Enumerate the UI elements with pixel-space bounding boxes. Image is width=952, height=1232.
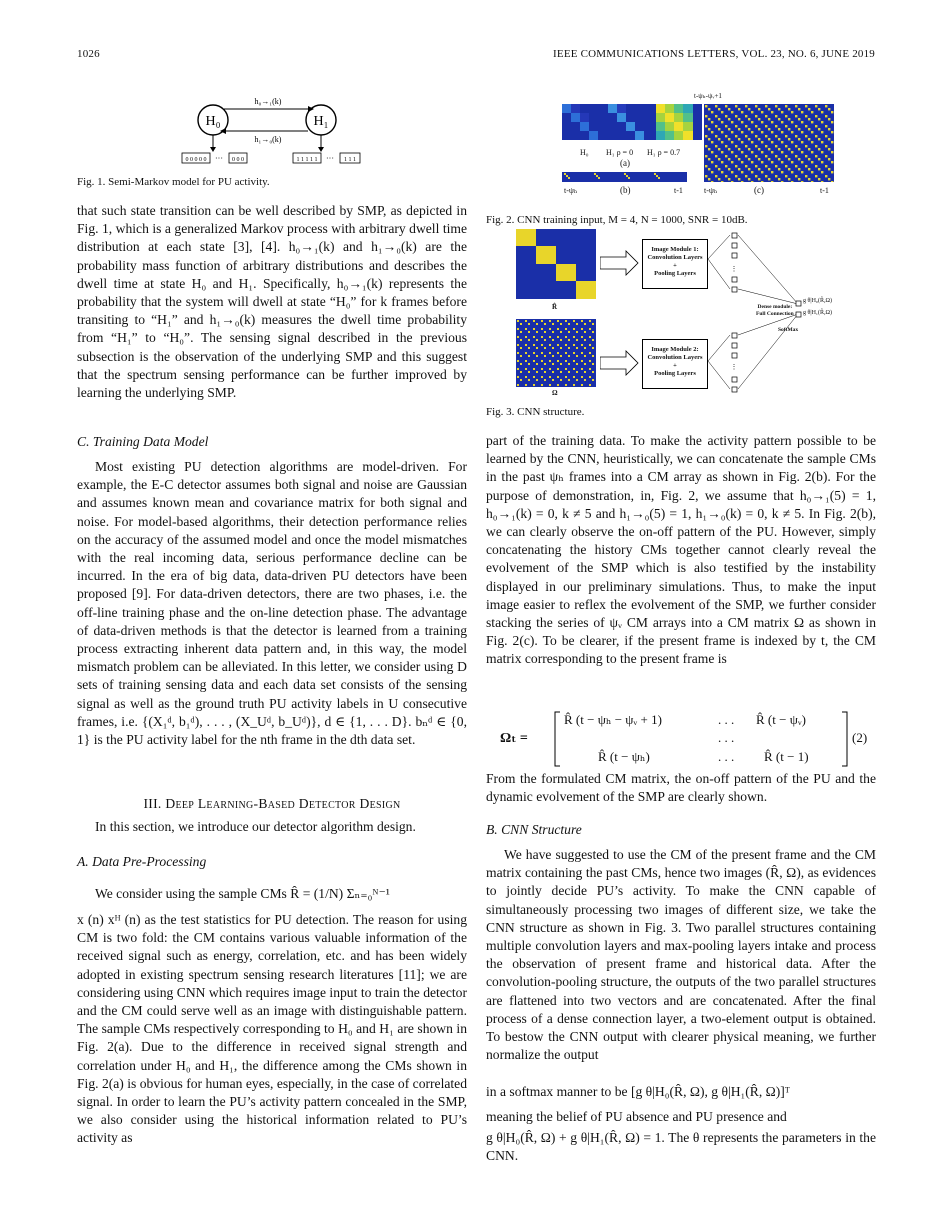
fig2-label-h1-rho0: H₁ ρ = 0: [606, 148, 634, 157]
fig3-dense-module: Dense module: Full Connection: [756, 304, 794, 317]
fig2b-label-t1: t-1: [674, 186, 683, 195]
eq-r2c2: . . .: [718, 730, 735, 745]
fig2b-cm-array: [562, 172, 687, 182]
fig2c-label-top: t-ψₕ-ψᵥ+1: [694, 92, 722, 100]
section-c-heading: C. Training Data Model: [77, 434, 209, 449]
section-a-heading: A. Data Pre-Processing: [77, 854, 207, 869]
paragraph-preprocessing: x (n) xᴴ (n) as the test statistics for PU detection. The reason for using CM is two fold: the CM contains various valuable information of the received signal such as energy, correlation, etc. and has been widely adopted in existing spectrum sensing research literatures [11]; we are considering using CNN which requires image input to train the detector and the CM could serve well as an image with distinguishable pattern. The sample CMs respectively corresponding to H₀ and H₁ are shown in Fig. 2(a). Due to the difference in received signal strength and correlation under H₀ and H₁, the difference among the CMs shown in Fig. 2(a) is obvious for human eyes, especially, in the case of correlated signal. In order to learn the PU’s activity pattern concealed in the SMP, we also consider using the historical information related to PU’s activity as: [77, 912, 467, 1146]
eq-r3c2: . . .: [718, 749, 735, 764]
fig3-image-module-2: Image Module 2: Convolution Layers + Pooling Layers: [642, 339, 708, 389]
paragraph-smp: that such state transition can be well described by SMP, as depicted in Fig. 1, which is a generalized Markov process with arbitrary dwell time distribution at each state [3], [4]. h₀→₁(k) and h₁→₀(k) are the probability mass function of arbitrary distributions and describes the dwell time at state H₀ and H₁. Specifically, h₀→₁(k) represents the probability that the system will dwell at state “H₀” for k frames before transiting to “H₁” and h₁→₀(k) measures the dwell time probability from “H₁” to “H₀”. The sensing signal described in the previous subsection is the observation of the underlying SMP and this suggest that the spectrum sensing performance can be further improved by learning the underlying SMP.: [77, 203, 467, 401]
fig2-sub-c: (c): [754, 185, 764, 195]
fig2a-sample-cms: [562, 104, 702, 140]
section-iii-heading: III. Deep Learning-Based Detector Design: [143, 796, 401, 811]
svg-text:⋮: ⋮: [730, 363, 738, 371]
equation-2: [486, 710, 876, 768]
fig2-sub-b: (b): [620, 185, 631, 195]
state-h1-label: H₁: [313, 114, 329, 129]
paragraph-training: Most existing PU detection algorithms are model-driven. For example, the E-C detector assumes both signal and noise are Gaussian and assumes known mean and covariance matrix for both signal and noise. For model-based algorithms, their detection performance relies on the accuracy of the assumed model and once the model mismatches with the real incoming data, serious performance decline can be incurred. In the era of big data, data-driven PU detectors have been proposed [9]. For data-driven detectors, there are two phases, i.e. the off-line training phase and the on-line detection phase. The advantage of data-driven methods is that the detector is learned from a training process extracting inherent data pattern and, in this way, the model mismatch problem can be alleviated. In this letter, we consider using D sets of training sensing data and each data set consists of the sensing signal as well as the ground truth PU activity labels in U consecutive frames, i.e. {(X₁ᵈ, b₁ᵈ), . . . , (X_Uᵈ, b_Uᵈ)}, d ∈ {1, . . . D}. bₙᵈ ∈ {0, 1} is the PU activity label for the nth frame in the dth data set.: [77, 459, 467, 748]
fig2-label-h1-rho07: H₁ ρ = 0.7: [647, 148, 681, 157]
frames-right-a: 1 1 1 1 1: [296, 157, 318, 163]
paragraph-training-data-part: part of the training data. To make the activity pattern possible to be learned by the CNN, heuristically, we can concatenate the sample CMs in the past ψₕ frames into a CM array as shown in Fig. 2(b). For the purpose of demonstration, in, Fig. 2, we assume that h₀→₁(5) = 1, h₀→₁(k) = 0, k ≠ 5 and h₁→₀(5) = 1, h₁→₀(k) = 0, k ≠ 5. In Fig. 2(b), we can clearly observe the on-off pattern of the PU. However, simply concatenating the history CMs together cannot clearly reveal the evolvement of the SMP which is also testified by the instability displayed in our preliminary simulations. Thus, to make the input image easier to reflex the evolvement of the SMP, we further consider stacking the series of ψᵥ CM arrays into a CM matrix Ω as shown in Fig. 2(c). To be clearer, if the present frame is indexed by t, the CM matrix corresponding to the present frame is: [486, 433, 876, 667]
fig2-label-h0: H₀: [580, 148, 589, 157]
eq-r3c3: R̂ (t − 1): [764, 749, 809, 764]
paragraph-cnn-structure: We have suggested to use the CM of the present frame and the CM matrix containing the past CMs, hence two images (R̂, Ω), as evidences to jointly decide PU’s activity. To make the CNN capable of simultaneously processing two images of different size, we take the CNN structure as shown in Fig. 3. Two parallel structures containing multiple convolution layers and max-pooling layers intake and process the observation of present frame and historical data. After the convolution-pooling structure, the outputs of the two parallel structures are flattened into two vectors and are concatenated. After the final process of a dense connection layer, a two-element output is obtained. To bestow the CNN output with clearer physical meaning, we further normalize the output: [486, 847, 876, 1063]
paragraph-intro: In this section, we introduce our detector algorithm design.: [95, 819, 416, 834]
fig2c-cm-matrix: [704, 104, 834, 182]
eq-r1c2: . . .: [718, 712, 735, 727]
eq-lhs: Ωₜ =: [500, 731, 528, 746]
frames-left-b: 0 0 0: [232, 157, 244, 163]
fig3-image-module-1: Image Module 1: Convolution Layers + Pooling Layers: [642, 239, 708, 289]
arrow-top-label: h₀→₁(k): [254, 97, 282, 106]
fig3-output-h1: g θ|H₁(R̂,Ω): [803, 310, 832, 316]
page-number: 1026: [77, 48, 100, 60]
svg-text:⋮: ⋮: [730, 265, 738, 273]
eq-number: (2): [852, 730, 868, 745]
fig1-caption: Fig. 1. Semi-Markov model for PU activity.: [77, 176, 270, 188]
fig2b-label-tpsi: t-ψₕ: [564, 186, 578, 195]
cm-h1-rho07: [656, 104, 693, 140]
state-h0-label: H₀: [205, 114, 221, 129]
fig3-softmax: SoftMax: [778, 327, 799, 333]
svg-text:···: ···: [215, 154, 223, 163]
eq-r1c3: R̂ (t − ψᵥ): [756, 712, 806, 727]
paragraph-normalization-sum: g θ|H₀(R̂, Ω) + g θ|H₁(R̂, Ω) = 1. The θ represents the parameters in the CNN.: [486, 1130, 876, 1164]
fig3-label-omega: Ω: [552, 389, 558, 397]
paragraph-preprocessing-lead: We consider using the sample CMs R̂ = (1/N) Σₙ₌₀ᴺ⁻¹: [95, 886, 390, 901]
fig3-cnn-structure: [516, 229, 846, 399]
fig2-sub-a: (a): [620, 158, 630, 168]
fig3-label-r: R̂: [552, 303, 558, 311]
fig3-caption: Fig. 3. CNN structure.: [486, 406, 585, 418]
paragraph-softmax: in a softmax manner to be [g θ|H₀(R̂, Ω), g θ|H₁(R̂, Ω)]ᵀ: [486, 1084, 790, 1099]
fig2-caption: Fig. 2. CNN training input, M = 4, N = 1000, SNR = 10dB.: [486, 214, 748, 226]
fig3-input-r-image: [516, 229, 596, 299]
journal-header: IEEE COMMUNICATIONS LETTERS, VOL. 23, NO. 6, JUNE 2019: [553, 48, 875, 60]
eq-r1c1: R̂ (t − ψₕ − ψᵥ + 1): [564, 712, 662, 727]
eq-r3c1: R̂ (t − ψₕ): [598, 749, 650, 764]
arrow-bottom-label: h₁→₀(k): [254, 135, 282, 144]
paragraph-formulated: From the formulated CM matrix, the on-off pattern of the PU and the dynamic evolvement of the SMP are clearly shown.: [486, 771, 876, 805]
fig3-input-arrows: [600, 249, 640, 389]
fig2c-label-t1: t-1: [820, 186, 829, 195]
frames-left-a: 0 0 0 0 0: [185, 157, 207, 163]
fig2c-label-tpsi: t-ψₕ: [704, 186, 718, 195]
fig1-semi-markov-diagram: [180, 92, 365, 166]
fig2-cnn-training-input: [562, 92, 862, 202]
output-neurons: [796, 301, 801, 317]
paragraph-meaning: meaning the belief of PU absence and PU presence and: [486, 1109, 787, 1124]
fig3-output-h0: g θ|H₀(R̂,Ω): [803, 298, 832, 304]
fig3-input-omega-image: [516, 319, 596, 387]
frames-right-b: 1 1 1: [344, 157, 356, 163]
svg-text:···: ···: [326, 154, 334, 163]
section-b-heading: B. CNN Structure: [486, 822, 582, 837]
